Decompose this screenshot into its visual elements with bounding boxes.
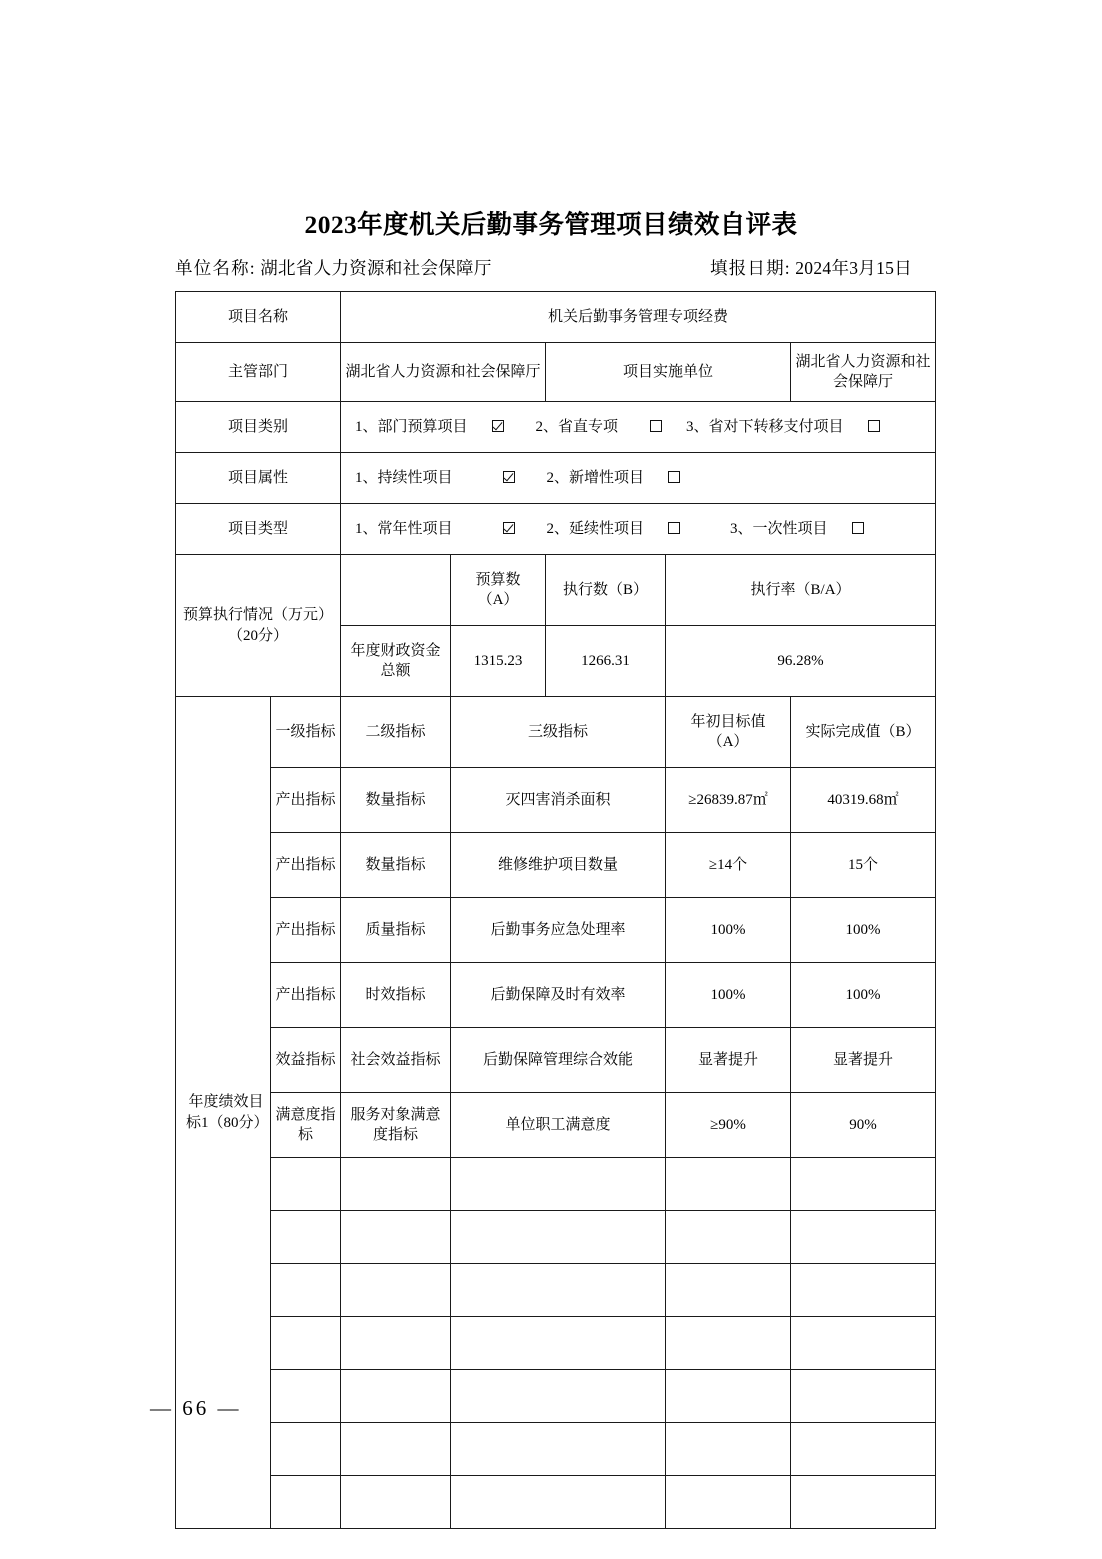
indicator-target-empty: [666, 1370, 791, 1423]
budget-column-header-budget-line1: 预算数: [475, 571, 521, 588]
indicator-target-value: ≥14个: [666, 833, 791, 898]
indicator-level3-empty: [451, 1423, 666, 1476]
implementing-unit-value: 湖北省人力资源和社会保障厅: [791, 343, 936, 402]
indicator-target-value: ≥26839.87㎡: [666, 768, 791, 833]
budget-column-header-exec: 执行数（B）: [546, 555, 666, 626]
indicator-header-target-line2: （A）: [707, 734, 749, 750]
budget-amount-value: 1315.23: [451, 626, 546, 697]
attribute-option-2[interactable]: [547, 468, 683, 488]
budget-row-label: [341, 626, 451, 697]
table-row: [176, 898, 936, 963]
annual-performance-goal-label: 年度绩效目标1（80分）: [176, 697, 271, 1529]
indicator-level3-empty: [451, 1211, 666, 1264]
indicator-target-empty: [666, 1476, 791, 1529]
budget-column-header-rate: 执行率（B/A）: [666, 555, 936, 626]
indicator-header-level3: 三级指标: [451, 697, 666, 768]
unit-name-field: [175, 255, 492, 280]
indicator-level1-empty: [271, 1264, 341, 1317]
indicator-level1: 产出指标: [271, 898, 341, 963]
indicator-header-target: [666, 697, 791, 768]
indicator-level2: 质量指标: [341, 898, 451, 963]
project-attribute-options: [345, 468, 931, 488]
indicator-header-level1: 一级指标: [271, 697, 341, 768]
indicator-level2-empty: [341, 1264, 451, 1317]
indicator-level2-empty: [341, 1158, 451, 1211]
indicator-level1: 效益指标: [271, 1028, 341, 1093]
indicator-level3: 单位职工满意度: [451, 1093, 666, 1158]
project-name-label: 项目名称: [176, 292, 341, 343]
project-type-label: 项目类型: [176, 504, 341, 555]
project-type-options-cell: [341, 504, 936, 555]
project-type-options: [345, 519, 931, 539]
table-row-empty: [176, 1264, 936, 1317]
category-option-2-checkbox[interactable]: [650, 420, 662, 432]
indicator-actual-empty: [791, 1317, 936, 1370]
budget-row-label-line2: 总额: [380, 663, 411, 679]
type-option-3-label: 3、一次性项目: [730, 520, 828, 537]
exec-rate-value: 96.28%: [666, 626, 936, 697]
indicator-target-value: 显著提升: [666, 1028, 791, 1093]
table-row-budget-header: [176, 555, 936, 626]
indicator-header-actual: 实际完成值（B）: [791, 697, 936, 768]
page-number: — 66 —: [150, 1396, 242, 1420]
project-attribute-options-cell: [341, 453, 936, 504]
indicator-level2-empty: [341, 1211, 451, 1264]
project-name-value: 机关后勤事务管理专项经费: [341, 292, 936, 343]
budget-section-label-line2: （20分）: [228, 627, 289, 644]
table-row-project-name: [176, 292, 936, 343]
indicator-level2: 数量指标: [341, 833, 451, 898]
table-row-empty: [176, 1370, 936, 1423]
category-option-3-label: 3、省对下转移支付项目: [686, 418, 844, 435]
budget-section-label-line1: 预算执行情况（万元）: [183, 607, 334, 624]
table-row: [176, 833, 936, 898]
table-row: [176, 1028, 936, 1093]
attribute-option-1-label: 1、持续性项目: [355, 469, 453, 486]
department-value: 湖北省人力资源和社会保障厅: [341, 343, 546, 402]
table-row-empty: [176, 1317, 936, 1370]
performance-self-assessment-table: [175, 291, 936, 1529]
indicator-level1-empty: [271, 1317, 341, 1370]
indicator-level3: 后勤事务应急处理率: [451, 898, 666, 963]
indicator-target-value: ≥90%: [666, 1093, 791, 1158]
indicator-actual-empty: [791, 1476, 936, 1529]
indicator-level1-empty: [271, 1423, 341, 1476]
category-option-3[interactable]: [686, 417, 882, 437]
budget-section-label: [176, 555, 341, 697]
indicator-level3: 灭四害消杀面积: [451, 768, 666, 833]
table-row-empty: [176, 1211, 936, 1264]
indicator-target-empty: [666, 1423, 791, 1476]
indicator-level2: 时效指标: [341, 963, 451, 1028]
budget-row-label-line1: 年度财政资金: [350, 642, 441, 659]
table-row-indicator-header: [176, 697, 936, 768]
page-title: 2023年度机关后勤事务管理项目绩效自评表: [304, 210, 798, 239]
indicator-level2-empty: [341, 1423, 451, 1476]
indicator-level3: 后勤保障及时有效率: [451, 963, 666, 1028]
indicator-actual-empty: [791, 1158, 936, 1211]
table-row-project-attribute: [176, 453, 936, 504]
table-row-empty: [176, 1158, 936, 1211]
indicator-header-level2: 二级指标: [341, 697, 451, 768]
project-attribute-label: 项目属性: [176, 453, 341, 504]
indicator-target-empty: [666, 1317, 791, 1370]
indicator-target-empty: [666, 1211, 791, 1264]
project-category-options: [345, 417, 931, 437]
attribute-option-1[interactable]: [355, 468, 517, 488]
indicator-actual-value: 40319.68㎡: [791, 768, 936, 833]
indicator-actual-empty: [791, 1264, 936, 1317]
indicator-level1: 产出指标: [271, 768, 341, 833]
indicator-level2-empty: [341, 1370, 451, 1423]
project-category-options-cell: [341, 402, 936, 453]
type-option-3[interactable]: [730, 519, 866, 539]
indicator-target-value: 100%: [666, 898, 791, 963]
category-option-1[interactable]: [355, 417, 506, 437]
unit-name-label: 单位名称:: [175, 258, 256, 278]
table-row: [176, 1093, 936, 1158]
filing-date-field: [710, 255, 912, 280]
indicator-level2-empty: [341, 1317, 451, 1370]
budget-column-header-budget-line2: （A）: [477, 592, 519, 608]
table-row-department: [176, 343, 936, 402]
budget-blank-header: [341, 555, 451, 626]
indicator-target-empty: [666, 1158, 791, 1211]
indicator-level2-empty: [341, 1476, 451, 1529]
indicator-level2: 社会效益指标: [341, 1028, 451, 1093]
indicator-level3-empty: [451, 1264, 666, 1317]
indicator-level1-empty: [271, 1370, 341, 1423]
category-option-3-checkbox[interactable]: [868, 420, 880, 432]
category-option-1-label: 1、部门预算项目: [355, 418, 468, 435]
indicator-actual-value: 显著提升: [791, 1028, 936, 1093]
indicator-level1-empty: [271, 1158, 341, 1211]
indicator-header-target-line1: 年初目标值: [690, 713, 766, 730]
type-option-1[interactable]: [355, 519, 517, 539]
indicator-actual-value: 100%: [791, 898, 936, 963]
indicator-actual-value: 90%: [791, 1093, 936, 1158]
table-row: [176, 768, 936, 833]
indicator-target-value: 100%: [666, 963, 791, 1028]
indicator-level3-empty: [451, 1370, 666, 1423]
attribute-option-1-checkbox[interactable]: [503, 471, 515, 483]
table-row: [176, 963, 936, 1028]
table-row-empty: [176, 1476, 936, 1529]
implementing-unit-label: 项目实施单位: [546, 343, 791, 402]
filing-date-label: 填报日期:: [710, 258, 791, 278]
table-row-empty: [176, 1423, 936, 1476]
indicator-level2: 服务对象满意度指标: [341, 1093, 451, 1158]
indicator-level1-empty: [271, 1476, 341, 1529]
category-option-2[interactable]: [536, 417, 665, 437]
type-option-1-label: 1、常年性项目: [355, 520, 453, 537]
indicator-actual-value: 100%: [791, 963, 936, 1028]
type-option-2-checkbox[interactable]: [668, 522, 680, 534]
indicator-level1: 产出指标: [271, 833, 341, 898]
indicator-actual-empty: [791, 1211, 936, 1264]
indicator-level3: 后勤保障管理综合效能: [451, 1028, 666, 1093]
category-option-2-label: 2、省直专项: [535, 418, 619, 435]
exec-amount-value: 1266.31: [546, 626, 666, 697]
type-option-3-checkbox[interactable]: [852, 522, 864, 534]
attribute-option-2-checkbox[interactable]: [668, 471, 680, 483]
indicator-level1: 产出指标: [271, 963, 341, 1028]
indicator-level1-empty: [271, 1211, 341, 1264]
filing-date-value: 2024年3月15日: [795, 258, 912, 278]
document-header-line: [175, 255, 935, 281]
indicator-actual-value: 15个: [791, 833, 936, 898]
table-row-project-category: [176, 402, 936, 453]
indicator-level3: 维修维护项目数量: [451, 833, 666, 898]
budget-column-header-budget: [451, 555, 546, 626]
category-option-1-checkbox[interactable]: [492, 420, 504, 432]
indicator-actual-empty: [791, 1370, 936, 1423]
indicator-level3-empty: [451, 1317, 666, 1370]
type-option-2[interactable]: [547, 519, 683, 539]
table-row-project-type: [176, 504, 936, 555]
indicator-level2: 数量指标: [341, 768, 451, 833]
indicator-actual-empty: [791, 1423, 936, 1476]
project-category-label: 项目类别: [176, 402, 341, 453]
indicator-level3-empty: [451, 1158, 666, 1211]
type-option-1-checkbox[interactable]: [503, 522, 515, 534]
type-option-2-label: 2、延续性项目: [546, 520, 645, 537]
department-label: 主管部门: [176, 343, 341, 402]
unit-name-value: 湖北省人力资源和社会保障厅: [260, 258, 492, 278]
attribute-option-2-label: 2、新增性项目: [546, 469, 645, 486]
indicator-level1: 满意度指标: [271, 1093, 341, 1158]
indicator-level3-empty: [451, 1476, 666, 1529]
indicator-target-empty: [666, 1264, 791, 1317]
